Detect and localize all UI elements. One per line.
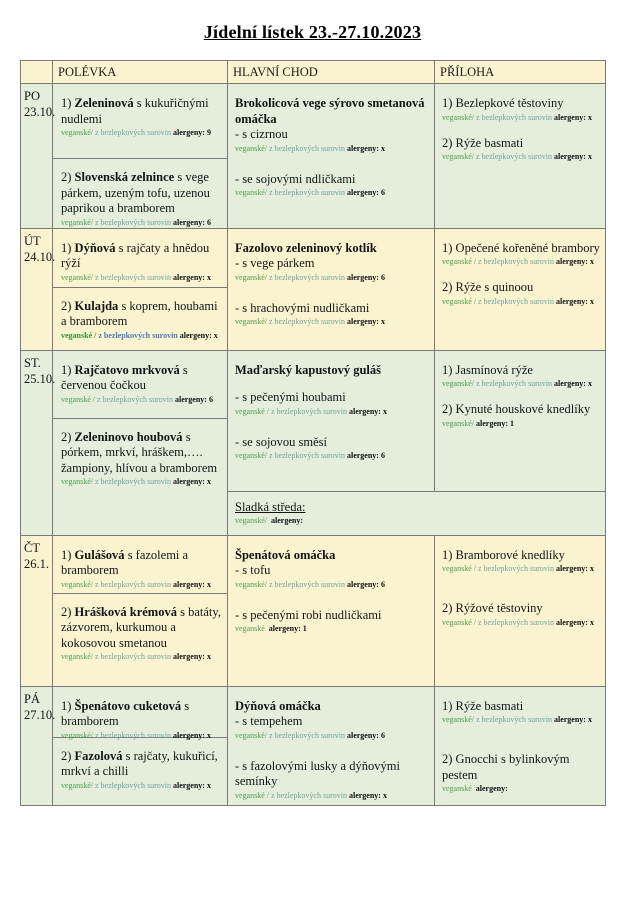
diet-tagline [442, 113, 600, 123]
main-variant [235, 390, 429, 417]
diet-tagline [235, 451, 429, 461]
soup-cell [53, 228, 228, 350]
diet-tagline [235, 144, 429, 154]
soup-desc: s vege párkem, uzeným tofu, uzenou paprikou a bramborem [61, 170, 210, 215]
allergen-tag: alergeny: x [348, 406, 387, 416]
allergen-tag: alergeny: x [555, 617, 594, 627]
glutenfree-tag: z bezlepkových surovin [269, 188, 345, 197]
vegan-tag: veganské / [235, 790, 269, 800]
vegan-tag: veganské/ [442, 418, 474, 428]
soup-name: Fazolová [74, 748, 123, 763]
soup-desc: s kukuřičnými nudlemi [61, 96, 209, 126]
soup-cell [53, 84, 228, 229]
header-row [21, 61, 606, 84]
day-cell [21, 686, 56, 805]
side-text: 2) Rýže s quinoou [442, 280, 534, 294]
item-number: 2) [61, 604, 75, 619]
diet-tagline [235, 188, 429, 198]
diet-tagline [235, 791, 429, 801]
soup-name: Kulajda [74, 298, 119, 313]
allergen-tag: alergeny: x [346, 317, 385, 326]
soup-name: Gulášová [74, 547, 125, 562]
day-row-friday [21, 686, 606, 805]
soup-item [53, 536, 227, 594]
column-header-soup: POLÉVKA [53, 61, 228, 84]
glutenfree-tag: z bezlepkových surovin [269, 317, 345, 326]
side-text: 1) Bramborové knedlíky [442, 547, 565, 562]
soup-desc: s rajčaty, kukuřicí, mrkví a chilli [61, 748, 218, 778]
allergen-tag: alergeny: x [172, 652, 211, 661]
side-text: 1) Jasmínová rýže [442, 362, 533, 377]
glutenfree-tag: z bezlepkových surovin [95, 477, 171, 486]
soup-desc: s červenou čočkou [61, 362, 188, 392]
side-text: 2) Rýžové těstoviny [442, 601, 543, 615]
sweet-wednesday-cell [228, 491, 606, 535]
side-item [442, 601, 600, 628]
vegan-tag: veganské/ [442, 715, 474, 724]
soup-text [61, 605, 222, 652]
main-variant [235, 301, 429, 328]
soup-name: Špenátovo cuketová [74, 698, 182, 713]
diet-tagline [442, 618, 600, 628]
soup-text [61, 96, 222, 127]
side-text: 1) Opečené kořeněné brambory [442, 240, 600, 255]
diet-tagline [61, 331, 222, 341]
vegan-tag: veganské/ [61, 579, 93, 589]
day-cell [21, 84, 56, 229]
vegan-tag: veganské/ [235, 143, 267, 153]
side-dish-cell [435, 228, 606, 350]
day-row-monday [21, 84, 606, 229]
glutenfree-tag: z bezlepkových surovin [269, 451, 345, 460]
side-item [442, 96, 600, 123]
vegan-tag: veganské / [61, 330, 97, 340]
soup-desc: s koprem, houbami a bramborem [61, 298, 218, 328]
main-variant [235, 256, 429, 283]
diet-tagline [235, 407, 429, 417]
variant-text: - s pečenými houbami [235, 390, 346, 404]
vegan-tag: veganské/ [235, 317, 267, 326]
allergen-tag: alergeny: 6 [172, 217, 211, 227]
allergen-tag: alergeny: x [172, 730, 211, 740]
allergen-tag: alergeny: 6 [174, 394, 213, 404]
soup-text [61, 699, 222, 730]
date-label: 25.10. [24, 371, 56, 386]
soup-text [61, 363, 222, 394]
allergen-tag: alergeny: x [553, 379, 592, 388]
allergen-tag: alergeny: 6 [346, 730, 385, 740]
vegan-tag: veganské/ [61, 272, 93, 282]
vegan-tag: veganské/ [442, 152, 474, 161]
side-item [442, 752, 600, 794]
allergen-tag: alergeny: x [172, 579, 211, 589]
soup-text [61, 430, 222, 477]
day-row-tuesday [21, 228, 606, 350]
day-row-wednesday [21, 350, 606, 491]
item-number: 2) [61, 170, 75, 184]
vegan-tag: veganské / [442, 296, 476, 306]
glutenfree-tag: z bezlepkových surovin [269, 143, 345, 153]
main-course-title: Maďarský kapustový guláš [235, 362, 382, 377]
allergen-tag: alergeny: x [172, 780, 211, 790]
main-course-title: Špenátová omáčka [235, 547, 336, 562]
diet-tagline [61, 781, 222, 791]
variant-text: - s cizrnou [235, 127, 288, 141]
soup-text [61, 241, 222, 272]
side-item [442, 548, 600, 575]
glutenfree-tag: z bezlepkových surovin [476, 715, 552, 724]
date-label: 27.10. [24, 707, 56, 722]
vegan-tag: veganské/ [235, 730, 267, 740]
vegan-tag: veganské / [442, 617, 476, 627]
glutenfree-tag: z bezlepkových surovin [478, 296, 554, 306]
glutenfree-tag: z bezlepkových surovin [478, 564, 554, 573]
vegan-tag: veganské/ [61, 217, 93, 227]
side-item [442, 136, 600, 163]
variant-text: - s vege párkem [235, 256, 315, 270]
day-label: ČT [24, 540, 40, 555]
diet-tagline [235, 273, 429, 283]
allergen-tag: alergeny: x [348, 790, 387, 800]
vegan-tag: veganské/ [442, 112, 474, 122]
vegan-tag: veganské/ [235, 579, 267, 589]
main-course-title: Brokolicová vege sýrovo smetanová omáčka [235, 96, 425, 126]
vegan-tag: veganské [235, 624, 265, 633]
vegan-tag: veganské/ [235, 451, 267, 460]
main-course-cell [228, 535, 435, 686]
glutenfree-tag: z bezlepkových surovin [95, 272, 171, 282]
vegan-tag: veganské / [442, 564, 476, 573]
soup-text [61, 170, 222, 217]
soup-name: Hrášková krémová [74, 604, 177, 619]
day-label: ST. [24, 355, 41, 370]
soup-item [53, 84, 227, 159]
soup-cell [53, 535, 228, 686]
vegan-tag: veganské/ [61, 652, 93, 661]
diet-tagline [61, 731, 222, 741]
vegan-tag: veganské/ [61, 477, 93, 486]
day-cell [21, 535, 53, 686]
soup-item [53, 159, 227, 228]
diet-tagline [442, 784, 600, 794]
side-text: 2) Gnocchi s bylinkovým pestem [442, 752, 570, 782]
allergen-tag: alergeny: x [346, 143, 385, 153]
variant-text: - se sojovou směsí [235, 434, 328, 449]
soup-item [53, 229, 227, 288]
menu-table [20, 60, 606, 806]
item-number: 1) [61, 547, 75, 562]
soup-desc: s batáty, zázvorem, kurkumou a kokosovou smetanou [61, 604, 221, 650]
vegan-tag: veganské/ [61, 780, 93, 790]
main-course-cell [228, 228, 435, 350]
glutenfree-tag: z bezlepkových surovin [478, 257, 554, 266]
variant-text: - se sojovými ndličkami [235, 171, 356, 186]
main-variant [235, 759, 429, 801]
side-dish-cell [435, 686, 606, 805]
glutenfree-tag: z bezlepkových surovin [476, 152, 552, 161]
glutenfree-tag: z bezlepkových surovin [98, 330, 178, 340]
glutenfree-tag: z bezlepkových surovin [95, 652, 171, 661]
soup-item [53, 288, 227, 341]
soup-desc: s rajčaty a hnědou rýží [61, 240, 210, 270]
allergen-tag: alergeny: x [553, 715, 592, 724]
column-header-main: HLAVNÍ CHOD [228, 61, 435, 84]
allergen-tag: alergeny: x [553, 152, 592, 161]
soup-desc: s pórkem, mrkví, hráškem,…. žampiony, hlívou a bramborem [61, 429, 218, 475]
allergen-tag: alergeny: 6 [346, 451, 385, 460]
diet-tagline [61, 477, 222, 487]
allergen-tag: alergeny: x [179, 330, 218, 340]
soup-cell [53, 350, 228, 535]
glutenfree-tag: z bezlepkových surovin [271, 790, 347, 800]
main-course-cell [228, 350, 435, 491]
column-header-day [21, 61, 53, 84]
soup-text [61, 548, 222, 579]
allergen-tag: alergeny: x [553, 112, 592, 122]
item-number: 1) [61, 96, 75, 110]
glutenfree-tag: z bezlepkových surovin [95, 217, 171, 227]
glutenfree-tag: z bezlepkových surovin [97, 394, 173, 404]
soup-desc: s bramborem [61, 698, 190, 728]
glutenfree-tag: z bezlepkových surovin [269, 730, 345, 740]
main-variant [235, 563, 429, 590]
main-course-title: Dýňová omáčka [235, 698, 321, 713]
soup-name: Slovenská zelnince [74, 170, 175, 184]
soup-text [61, 299, 222, 330]
diet-tagline [61, 652, 222, 662]
soup-cell [53, 686, 228, 805]
diet-tagline [235, 580, 429, 590]
allergen-tag: alergeny: 1 [268, 624, 307, 633]
soup-text [61, 749, 222, 780]
main-variant [235, 127, 429, 154]
diet-tagline [442, 715, 600, 725]
column-header-side: PŘÍLOHA [435, 61, 606, 84]
item-number: 2) [61, 429, 75, 444]
item-number: 1) [61, 362, 75, 377]
allergen-tag: alergeny: [271, 515, 303, 525]
day-label: PO [24, 89, 40, 103]
day-cell [21, 350, 56, 535]
vegan-tag: veganské/ [235, 188, 267, 197]
soup-name: Zeleninovo houbová [74, 429, 183, 444]
main-variant [235, 172, 429, 199]
diet-tagline [61, 218, 222, 228]
side-dish-cell [435, 535, 606, 686]
diet-tagline [442, 297, 600, 307]
diet-tagline [235, 317, 429, 327]
item-number: 1) [61, 240, 75, 255]
variant-text: - s hrachovými nudličkami [235, 300, 370, 315]
date-label: 23.10. [24, 105, 56, 120]
side-item [442, 699, 600, 726]
main-course-cell [228, 84, 435, 229]
diet-tagline [442, 419, 600, 429]
side-item [442, 280, 600, 307]
allergen-tag: alergeny: 1 [476, 418, 514, 428]
side-text: 2) Rýže basmati [442, 135, 524, 150]
soup-name: Zeleninová [74, 96, 134, 110]
diet-tagline [235, 516, 600, 526]
side-dish-cell [435, 84, 606, 229]
soup-desc: s fazolemi a bramborem [61, 547, 189, 577]
allergen-tag: alergeny: 6 [346, 579, 385, 589]
glutenfree-tag: z bezlepkových surovin [95, 128, 171, 137]
variant-text: - s tempehem [235, 714, 303, 728]
soup-item [53, 738, 227, 791]
diet-tagline [61, 580, 222, 590]
date-label: 26.1. [24, 556, 49, 571]
day-cell [21, 228, 56, 350]
item-number: 2) [61, 298, 75, 313]
side-item [442, 363, 600, 390]
vegan-tag: veganské/ [442, 379, 474, 388]
diet-tagline [61, 273, 222, 283]
variant-text: - s pečenými robi nudličkami [235, 607, 382, 622]
side-text: 2) Kynuté houskové knedlíky [442, 402, 591, 416]
main-variant [235, 714, 429, 741]
item-number: 2) [61, 748, 75, 763]
allergen-tag: alergeny: x [172, 272, 211, 282]
diet-tagline [442, 379, 600, 389]
variant-text: - s fazolovými lusky a dýňovými semínky [235, 758, 400, 788]
item-number: 1) [61, 698, 75, 713]
variant-text: - s tofu [235, 563, 271, 577]
day-label: ÚT [24, 233, 41, 248]
side-item [442, 402, 600, 429]
side-text: 1) Bezlepkové těstoviny [442, 96, 564, 110]
soup-name: Dýňová [74, 240, 116, 255]
diet-tagline [61, 395, 222, 405]
glutenfree-tag: z bezlepkových surovin [478, 617, 554, 627]
glutenfree-tag: z bezlepkových surovin [269, 579, 345, 589]
allergen-tag: alergeny: x [555, 564, 594, 573]
side-dish-cell [435, 350, 606, 491]
diet-tagline [61, 128, 222, 138]
diet-tagline [442, 152, 600, 162]
vegan-tag: veganské / [235, 406, 269, 416]
vegan-tag: veganské/ [235, 515, 267, 525]
glutenfree-tag: z bezlepkových surovin [476, 112, 552, 122]
soup-item [53, 594, 227, 663]
sweet-wednesday-title: Sladká středa: [235, 499, 306, 514]
vegan-tag: veganské / [61, 394, 95, 404]
glutenfree-tag: z bezlepkových surovin [271, 406, 347, 416]
diet-tagline [442, 257, 600, 267]
day-label: PÁ [24, 691, 40, 706]
vegan-tag: veganské/ [61, 128, 93, 137]
day-row-thursday [21, 535, 606, 686]
vegan-tag: veganské / [442, 257, 476, 266]
glutenfree-tag: z bezlepkových surovin [95, 579, 171, 589]
vegan-tag: veganské/ [235, 272, 267, 282]
page-title: Jídelní lístek 23.-27.10.2023 [203, 22, 422, 42]
main-course-cell [228, 686, 435, 805]
soup-name: Rajčatovo mrkvová [74, 362, 180, 377]
main-variant [235, 608, 429, 635]
main-course-title: Fazolovo zeleninový kotlík [235, 240, 377, 255]
date-label: 24.10. [24, 249, 56, 264]
diet-tagline [235, 624, 429, 634]
allergen-tag: alergeny: 6 [346, 272, 385, 282]
allergen-tag: alergeny: 6 [346, 188, 385, 197]
soup-item [53, 351, 227, 419]
vegan-tag: veganské/ [61, 730, 93, 740]
diet-tagline [235, 731, 429, 741]
soup-item [53, 687, 227, 738]
side-item [442, 241, 600, 268]
glutenfree-tag: z bezlepkových surovin [476, 379, 552, 388]
glutenfree-tag: z bezlepkových surovin [269, 272, 345, 282]
side-text: 1) Rýže basmati [442, 698, 524, 713]
allergen-tag: alergeny: 9 [172, 128, 211, 137]
soup-item [53, 419, 227, 488]
glutenfree-tag: z bezlepkových surovin [95, 780, 171, 790]
allergen-tag: alergeny: x [172, 477, 211, 486]
allergen-tag: alergeny: x [555, 257, 594, 266]
main-variant [235, 435, 429, 462]
allergen-tag: alergeny: x [555, 296, 594, 306]
allergen-tag: alergeny: [475, 784, 508, 793]
diet-tagline [442, 564, 600, 574]
glutenfree-tag: z bezlepkových surovin [95, 730, 171, 740]
vegan-tag: veganské [442, 784, 472, 793]
